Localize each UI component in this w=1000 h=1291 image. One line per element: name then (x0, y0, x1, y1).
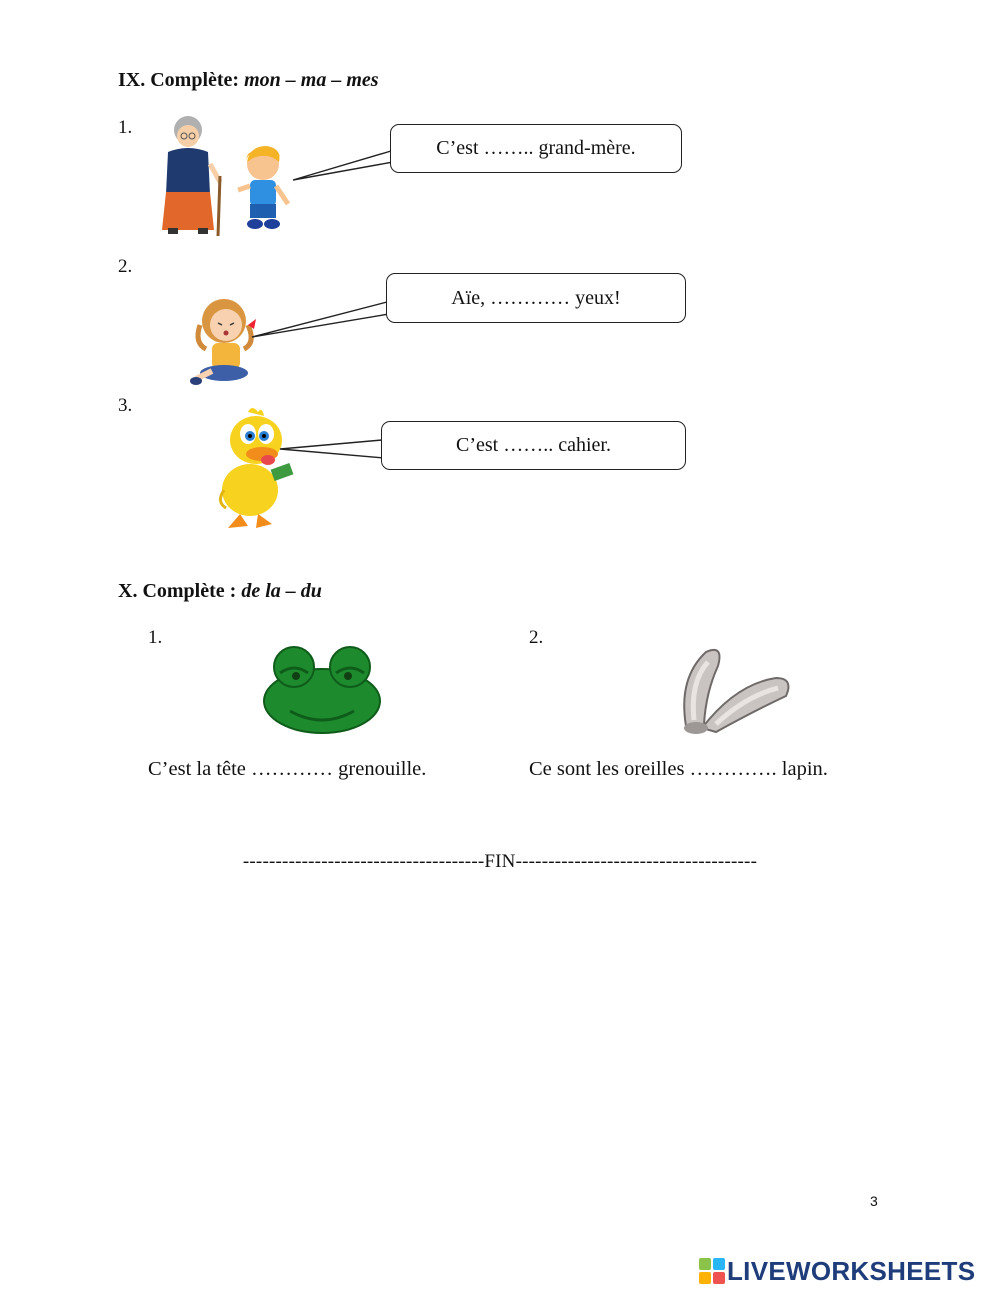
section-10-words: de la – du (241, 580, 322, 602)
item-9-1-number: 1. (118, 117, 133, 138)
section-10-label: X. Complète : (118, 580, 242, 602)
fin-line: -------------------------------------FIN------------------------------------- (242, 851, 758, 872)
section-9-label: IX. Complète: (118, 69, 245, 91)
item-9-2-number: 2. (118, 256, 133, 277)
item-10-1-sentence: C’est la tête ………… grenouille. (148, 758, 427, 780)
bubble-3-tail (0, 0, 1000, 600)
item-10-1-number: 1. (148, 627, 163, 648)
item-10-2-sentence: Ce sont les oreilles …………. lapin. (529, 758, 828, 780)
liveworksheets-brand-text: LIVEWORKSHEETS (727, 1255, 976, 1286)
item-9-3-number: 3. (118, 395, 133, 416)
speech-bubble-2: Aïe, ………… yeux! (386, 273, 686, 323)
section-9-words: mon – ma – mes (244, 69, 379, 91)
liveworksheets-logo-icon (699, 1258, 725, 1284)
frog-head-illustration (262, 643, 382, 735)
page-number: 3 (870, 1193, 878, 1209)
item-10-2-number: 2. (529, 627, 544, 648)
speech-bubble-3: C’est …….. cahier. (381, 421, 686, 470)
section-10-heading (118, 580, 322, 603)
speech-bubble-1: C’est …….. grand-mère. (390, 124, 682, 173)
rabbit-ears-illustration (676, 648, 792, 736)
liveworksheets-logo (699, 1257, 975, 1285)
